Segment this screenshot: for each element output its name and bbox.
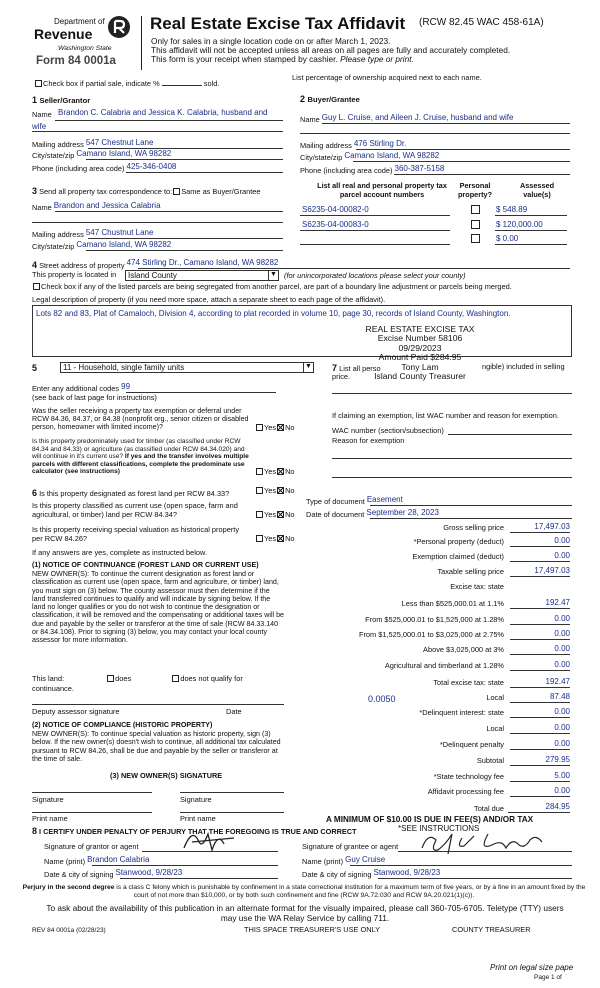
county-select-value: Island County bbox=[128, 270, 177, 280]
header-line-1: Only for sales in a single location code on or after March 1, 2023. bbox=[151, 36, 391, 46]
page-number: Page 1 of bbox=[534, 974, 562, 981]
revenue-r-icon bbox=[108, 16, 130, 38]
assessed-value-3[interactable]: $ 0.00 bbox=[496, 234, 519, 243]
notice-compliance-title: (2) NOTICE OF COMPLIANCE (HISTORIC PROPERTY) bbox=[32, 721, 213, 729]
corr-city-value[interactable]: Camano Island, WA 98282 bbox=[76, 240, 172, 249]
perjury-text: is a class C felony which is punishable by confinement in a state correctional institution for a maximum term of five years, or by a fine in an amount fixed by the court of not more than $10,000, or by both such confinement and fine (RCW 9A.72.030 and RCW 9A.20.021(1)(c)). bbox=[116, 884, 586, 900]
tax-row-label: Local bbox=[486, 693, 504, 702]
assessed-header bbox=[506, 182, 568, 200]
section-1-number: 1 bbox=[32, 95, 38, 105]
form-title: Real Estate Excise Tax Affidavit bbox=[150, 14, 406, 33]
treasurer-use-label: THIS SPACE TREASURER'S USE ONLY bbox=[244, 925, 381, 934]
same-as-buyer-label: Same as Buyer/Grantee bbox=[181, 187, 261, 196]
buyer-name-line bbox=[322, 123, 570, 124]
corr-mail-label: Mailing address bbox=[32, 230, 84, 239]
grantor-name-value[interactable]: Brandon Calabria bbox=[87, 855, 150, 864]
personal-checkbox-1[interactable] bbox=[471, 205, 480, 214]
agency-label: Revenue bbox=[34, 26, 93, 42]
owner-print-label-2: Print name bbox=[180, 814, 216, 823]
receipt-note: This form is your receipt when stamped by cashier. bbox=[151, 54, 338, 64]
tax-row-label: Subtotal bbox=[476, 756, 504, 765]
grantor-name-line bbox=[92, 865, 278, 866]
if-yes-note: If any answers are yes, complete as instructed below. bbox=[32, 548, 207, 557]
parcel-header-line-2: parcel account numbers bbox=[339, 189, 425, 199]
forest-question-text: Is this property designated as forest land per RCW 84.33? bbox=[39, 489, 230, 498]
tax-row-label: Above $3,025,000 at 3% bbox=[423, 645, 504, 654]
partial-sale-checkbox[interactable] bbox=[35, 80, 42, 87]
seller-phone-value[interactable]: 425-346-0408 bbox=[126, 162, 177, 171]
personal-header bbox=[452, 182, 498, 200]
section-6-number: 6 bbox=[32, 488, 38, 498]
yes-label: Yes bbox=[264, 467, 277, 476]
legal-description-value: Lots 82 and 83, Plat of Camaloch, Division 4, according to plat recorded in volume 10, page 30, records of Island County, Washington. bbox=[36, 309, 511, 318]
personal-property-label: List all perso bbox=[339, 364, 381, 373]
tax-row-value[interactable]: 5.00 bbox=[510, 771, 570, 782]
buyer-phone-label: Phone (including area code) bbox=[300, 166, 393, 175]
seller-name-label: Name bbox=[32, 110, 52, 119]
personal-checkbox-3[interactable] bbox=[471, 234, 480, 243]
minimum-due-note: A MINIMUM OF $10.00 IS DUE IN FEE(S) AND/OR TAX bbox=[326, 815, 534, 824]
current-use-no-checkbox[interactable] bbox=[277, 511, 284, 518]
land-label: This land: bbox=[32, 674, 65, 683]
owner-sig-line-1[interactable] bbox=[32, 792, 152, 793]
parcel-line-2 bbox=[300, 230, 450, 231]
corr-name-line-2 bbox=[32, 222, 283, 223]
wac-line bbox=[448, 434, 572, 435]
seller-name-row bbox=[32, 108, 282, 120]
no-label: No bbox=[285, 423, 295, 432]
doc-date-value[interactable]: September 28, 2023 bbox=[366, 508, 439, 517]
doc-type-label: Type of document bbox=[306, 497, 365, 506]
buyer-mail-line bbox=[356, 149, 570, 150]
doc-type-value[interactable]: Easement bbox=[366, 495, 403, 504]
certify-label: I CERTIFY UNDER PENALTY OF PERJURY THAT THE FOREGOING IS TRUE AND CORRECT bbox=[39, 827, 357, 836]
county-select[interactable] bbox=[125, 270, 279, 281]
tax-row-label: *Personal property (deduct) bbox=[413, 537, 504, 546]
corr-city-label: City/state/zip bbox=[32, 242, 75, 251]
header-divider bbox=[141, 16, 142, 70]
seller-name-value[interactable]: Brandon C. Calabria and Jessica K. Calabria, husband and bbox=[58, 108, 268, 117]
street-label: Street address of property bbox=[39, 261, 125, 270]
codes-value[interactable]: 99 bbox=[121, 382, 131, 391]
reason-label: Reason for exemption bbox=[332, 436, 405, 445]
buyer-name-line-2 bbox=[300, 133, 570, 134]
seller-heading-label: Seller/Grantor bbox=[39, 96, 91, 105]
seller-mail-value[interactable]: 547 Chestnut Lane bbox=[85, 138, 154, 147]
current-use-question: Is this property classified as current use (open space, farm and agricultural, or timber) land per RCW 84.34? bbox=[32, 501, 238, 519]
owner-sig-label-2: Signature bbox=[180, 795, 212, 804]
print-note: Please type or print. bbox=[340, 54, 414, 64]
street-value[interactable]: 474 Stirling Dr., Camano Island, WA 98282 bbox=[126, 258, 279, 267]
historic-no-checkbox[interactable] bbox=[277, 535, 284, 542]
yes-label: Yes bbox=[264, 534, 277, 543]
buyer-phone-line bbox=[394, 174, 570, 175]
exemption-question bbox=[32, 407, 257, 431]
rev-number: REV 84 0001a (02/28/23) bbox=[32, 927, 106, 934]
county-note: (for unincorporated locations please select your county) bbox=[284, 271, 466, 280]
seller-phone-line bbox=[126, 172, 283, 173]
continuance-label: continuance. bbox=[32, 684, 74, 693]
percent-field[interactable] bbox=[162, 85, 202, 86]
tax-row-value[interactable]: 192.47 bbox=[510, 598, 570, 609]
no-label: No bbox=[285, 467, 295, 476]
historic-question: Is this property receiving special valuation as historical property per RCW 84.26? bbox=[32, 525, 240, 543]
deputy-signature-line[interactable] bbox=[32, 704, 284, 705]
yes-label: Yes bbox=[264, 486, 277, 495]
forest-yes-no bbox=[255, 487, 295, 496]
buyer-mail-label: Mailing address bbox=[300, 141, 352, 150]
tax-row-label: Less than $525,000.01 at 1.1% bbox=[401, 599, 504, 608]
section-8-number: 8 bbox=[32, 826, 38, 836]
seller-mail-label: Mailing address bbox=[32, 140, 84, 149]
partial-sale-row bbox=[34, 80, 219, 89]
seller-name-line bbox=[55, 120, 283, 121]
land-use-select-value: 11 - Household, single family units bbox=[63, 362, 185, 372]
tax-row-label: From $1,525,000.01 to $3,025,000 at 2.75% bbox=[358, 630, 504, 639]
tax-row-label: Gross selling price bbox=[443, 523, 504, 532]
tax-row-value[interactable]: 0.00 bbox=[510, 536, 570, 547]
stamp-line-3: 09/29/2023 bbox=[398, 342, 442, 353]
yes-label: Yes bbox=[264, 510, 277, 519]
see-instructions-note: *SEE INSTRUCTIONS bbox=[398, 824, 480, 833]
tax-row-value[interactable]: 0.00 bbox=[510, 660, 570, 671]
revenue-logo bbox=[30, 14, 150, 72]
personal-property-label-c: ngible) included in selling bbox=[482, 362, 565, 371]
personal-property-price: price. bbox=[332, 372, 351, 381]
assessed-value-2[interactable]: $ 120,000.00 bbox=[496, 220, 543, 229]
owner-print-line-2[interactable] bbox=[180, 812, 284, 813]
continuance-body-a: NEW OWNER(S): To continue the current designation as forest land or classification as current use (open space, farm and agriculture, or timber) land, you must sign on (3) below. bbox=[32, 570, 279, 595]
tax-table bbox=[300, 522, 570, 798]
forest-yes-checkbox[interactable] bbox=[256, 487, 263, 494]
same-as-buyer-checkbox[interactable] bbox=[173, 188, 180, 195]
buyer-city-value[interactable]: Camano Island, WA 98282 bbox=[344, 151, 440, 160]
personal-header-line-1: Personal bbox=[459, 181, 491, 190]
timber-question bbox=[32, 438, 254, 476]
parcel-header bbox=[304, 182, 460, 200]
doc-type-line bbox=[370, 505, 572, 506]
perjury-bold: Perjury in the second degree bbox=[22, 884, 115, 891]
county-treasurer-label: COUNTY TREASURER bbox=[452, 925, 531, 934]
buyer-mail-value[interactable]: 476 Stirling Dr. bbox=[353, 139, 407, 148]
no-label: No bbox=[285, 534, 295, 543]
deputy-date-label: Date bbox=[226, 707, 242, 716]
continuance-body-b: The county assessor must then determine if the land transferred continues to qualify and will indicate by signing below. If the land no longer qualifies or you do not wish to continue the designation or classification, it will be removed and the compensating or additional taxes will be due and payable by the seller or transferor at the time of sale (RCW 84.33.140 or 84.34.108). Prior to signing (3) below, you may contact your local county assessor for more information. bbox=[32, 586, 284, 645]
timber-no-checkbox[interactable] bbox=[277, 468, 284, 475]
located-row bbox=[32, 271, 116, 280]
codes-label: Enter any additional codes bbox=[32, 384, 120, 393]
parcel-line-3 bbox=[300, 244, 450, 245]
exemption-yes-checkbox[interactable] bbox=[256, 424, 263, 431]
grantee-sig-label: Signature of grantee or agent bbox=[302, 842, 399, 851]
stamp-line-4: Amount Paid $284.95 bbox=[378, 352, 462, 363]
timber-yes-checkbox[interactable] bbox=[256, 468, 263, 475]
grantor-date-label: Date & city of signing bbox=[44, 870, 114, 879]
buyer-city-label: City/state/zip bbox=[300, 153, 343, 162]
personal-header-line-2: property? bbox=[457, 189, 493, 199]
no-label: No bbox=[285, 486, 295, 495]
tax-row-label: Affidavit processing fee bbox=[427, 787, 504, 796]
correspondence-row bbox=[32, 186, 261, 197]
grantor-date-value[interactable]: Stanwood, 9/28/23 bbox=[115, 868, 183, 877]
tax-row-value[interactable]: 17,497.03 bbox=[510, 566, 570, 577]
seller-name-value-2[interactable]: wife bbox=[32, 122, 47, 131]
corr-city-line bbox=[86, 250, 283, 251]
grantor-date-line bbox=[120, 878, 278, 879]
table-row bbox=[300, 219, 572, 233]
assessed-header-line-2: value(s) bbox=[523, 189, 551, 199]
tax-row-value[interactable]: 17,497.03 bbox=[510, 522, 570, 533]
tax-row-value[interactable]: 0.00 bbox=[510, 629, 570, 640]
assessed-value-1[interactable]: $ 548.89 bbox=[496, 205, 528, 214]
buyer-name-label: Name bbox=[300, 115, 320, 124]
grantee-name-value[interactable]: Guy Cruise bbox=[345, 855, 386, 864]
header-line-3 bbox=[151, 55, 414, 65]
legal-label: Legal description of property (if you need more space, attach a separate sheet to each page of the affidavit). bbox=[32, 295, 386, 304]
seller-phone-label: Phone (including area code) bbox=[32, 164, 125, 173]
buyer-heading-label: Buyer/Grantee bbox=[307, 95, 360, 104]
grantee-name-line bbox=[350, 865, 572, 866]
current-use-yes-checkbox[interactable] bbox=[256, 511, 263, 518]
total-due-label: Total due bbox=[474, 804, 504, 813]
buyer-city-line bbox=[353, 161, 570, 162]
grantee-date-value[interactable]: Stanwood, 9/28/23 bbox=[373, 868, 441, 877]
partial-sale-label: Check box if partial sale, indicate % bbox=[43, 79, 160, 88]
seller-name-line-2 bbox=[32, 131, 283, 132]
does-label: does bbox=[115, 674, 132, 683]
exemption-question-text: Was the seller receiving a property tax exemption or deferral under RCW 84.36, 84.37, or 84.38 (nonprofit org., senior citizen or disabled person, homeowner with limited income)? bbox=[32, 407, 249, 432]
located-label: This property is located in bbox=[32, 270, 117, 279]
deputy-label: Deputy assessor signature bbox=[32, 707, 120, 716]
grantee-date-label: Date & city of signing bbox=[302, 870, 372, 879]
forest-no-checkbox[interactable] bbox=[277, 487, 284, 494]
table-row bbox=[300, 233, 572, 247]
stamp-line-1: REAL ESTATE EXCISE TAX bbox=[365, 324, 475, 334]
exemption-claim-label: If claiming an exemption, list WAC number and reason for exemption. bbox=[332, 411, 559, 420]
alternate-format-note: To ask about the availability of this publication in an alternate format for the visually impaired, please call 360-705-6705. Teletype (TTY) users may use the WA Relay Service by calling 711. bbox=[46, 903, 564, 923]
parcel-number-1[interactable]: S6235-04-00082-0 bbox=[302, 205, 369, 214]
stamp-line-6: Island County Treasurer bbox=[374, 371, 466, 382]
historic-yes-no bbox=[255, 535, 295, 544]
notice-continuance-title: (1) NOTICE OF CONTINUANCE (FOREST LAND OR CURRENT USE) bbox=[32, 561, 259, 569]
street-line bbox=[138, 268, 570, 269]
assessed-line-1 bbox=[495, 215, 567, 216]
grantor-sig-row bbox=[44, 843, 139, 852]
land-use-select[interactable] bbox=[60, 362, 314, 373]
assessed-line-3 bbox=[495, 244, 567, 245]
tax-row-label: Local bbox=[486, 724, 504, 733]
does-not-checkbox[interactable] bbox=[172, 675, 179, 682]
corr-mail-value[interactable]: 547 Chustnut Lane bbox=[85, 228, 154, 237]
buyer-heading bbox=[300, 94, 360, 105]
section-3-number: 3 bbox=[32, 186, 38, 196]
parcel-number-2[interactable]: S6235-04-00083-0 bbox=[302, 220, 369, 229]
grantee-signature-mark bbox=[418, 830, 548, 859]
current-use-yes-no bbox=[255, 511, 295, 520]
stamp-line-2: Excise Number 58106 bbox=[377, 333, 463, 344]
exemption-yes-no bbox=[255, 424, 295, 433]
does-not-label: does not qualify for bbox=[180, 674, 243, 683]
grantee-name-label: Name (print) bbox=[302, 857, 344, 866]
reason-line-2 bbox=[332, 477, 572, 478]
buyer-name-value[interactable]: Guy L. Cruise, and Aileen J. Cruise, husband and wife bbox=[321, 113, 514, 122]
tax-row-label: Exemption claimed (deduct) bbox=[412, 552, 504, 561]
tax-row-value[interactable]: 192.47 bbox=[510, 677, 570, 688]
seller-city-label: City/state/zip bbox=[32, 151, 75, 160]
personal-property-line bbox=[332, 393, 572, 394]
owner-sig-label-1: Signature bbox=[32, 795, 64, 804]
corr-name-value[interactable]: Brandon and Jessica Calabria bbox=[53, 201, 161, 210]
header-line-2: This affidavit will not be accepted unless all areas on all pages are fully and accurately completed. bbox=[151, 45, 511, 55]
forest-question bbox=[32, 488, 229, 499]
grantee-date-line bbox=[378, 878, 572, 879]
segregated-checkbox[interactable] bbox=[33, 283, 40, 290]
section-7-number: 7 bbox=[332, 363, 338, 373]
tax-row-value[interactable]: 0.00 bbox=[510, 723, 570, 734]
land-qualify-row bbox=[32, 675, 243, 684]
sold-label: sold. bbox=[203, 79, 220, 88]
codes-note: (see back of last page for instructions) bbox=[32, 393, 157, 402]
chevron-down-icon[interactable]: ▼ bbox=[268, 271, 278, 280]
no-label: No bbox=[285, 510, 295, 519]
form-number: Form 84 0001a bbox=[36, 55, 116, 67]
wac-label: WAC number (section/subsection) bbox=[332, 426, 444, 435]
segregated-label: Check box if any of the listed parcels are being segregated from another parcel, are part of a boundary line adjustment or parcels being merged. bbox=[41, 282, 512, 291]
total-due-value[interactable]: 284.95 bbox=[508, 802, 570, 813]
seller-heading bbox=[32, 95, 90, 106]
yes-label: Yes bbox=[264, 423, 277, 432]
section-4-number: 4 bbox=[32, 260, 38, 270]
legal-size-note: Print on legal size pape bbox=[490, 963, 574, 972]
ownership-note: List percentage of ownership acquired next to each name. bbox=[292, 73, 482, 82]
corr-name-line bbox=[55, 211, 283, 212]
stamp-line-5: Tony Lam bbox=[401, 361, 439, 372]
tax-row-label: *State technology fee bbox=[433, 772, 504, 781]
timber-yes-no bbox=[255, 468, 295, 477]
tax-row-value[interactable]: 0.00 bbox=[510, 644, 570, 655]
does-checkbox[interactable] bbox=[107, 675, 114, 682]
seller-city-value[interactable]: Camano Island, WA 98282 bbox=[76, 149, 172, 158]
timber-question-bold: If yes and the transfer involves multiple parcels with different classifications, complete the predominate use calculator (see instructions) bbox=[32, 453, 249, 476]
parcel-line-1 bbox=[300, 215, 450, 216]
section-5-number: 5 bbox=[32, 363, 38, 373]
notice-compliance-body: NEW OWNER(S): To continue special valuation as historic property, sign (3) below. If the new owner(s) doesn't wish to continue, all additional tax calculated pursuant to RCW 84.26, shall be due and payable by the seller or transferor at the time of sale. bbox=[32, 730, 281, 763]
tax-row-label: Excise tax: state bbox=[450, 582, 504, 591]
tax-row-value[interactable]: 0.00 bbox=[510, 707, 570, 718]
notice-continuance-body bbox=[32, 570, 284, 645]
form-statute: (RCW 82.45 WAC 458-61A) bbox=[419, 17, 544, 28]
section-2-number: 2 bbox=[300, 94, 306, 104]
exemption-no-checkbox[interactable] bbox=[277, 424, 284, 431]
chevron-down-icon[interactable]: ▼ bbox=[303, 363, 313, 372]
dept-label: Department of bbox=[54, 17, 105, 26]
doc-date-label: Date of document bbox=[306, 510, 365, 519]
assessed-header-line-1: Assessed bbox=[519, 181, 555, 190]
tax-row-value[interactable]: 0.00 bbox=[510, 739, 570, 750]
tax-row-value[interactable]: 87.48 bbox=[510, 692, 570, 703]
owner-print-line-1[interactable] bbox=[32, 812, 152, 813]
tax-row-value[interactable]: 0.00 bbox=[510, 786, 570, 797]
state-label: Washington State bbox=[58, 45, 112, 52]
grantor-sig-label: Signature of grantor or agent bbox=[44, 842, 139, 851]
correspondence-label: Send all property tax correspondence to: bbox=[39, 187, 173, 196]
historic-yes-checkbox[interactable] bbox=[256, 535, 263, 542]
tax-row-value[interactable]: 0.00 bbox=[510, 614, 570, 625]
local-rate-value[interactable]: 0.0050 bbox=[368, 694, 396, 704]
parcel-header-line-1: List all real and personal property tax bbox=[317, 181, 447, 190]
wac-row bbox=[332, 427, 444, 436]
table-row bbox=[300, 204, 572, 218]
timber-question-text: Is this property predominately used for timber (as classified under RCW 84.34 and 84.33) or agriculture (as classified under RCW 84.34.020) and will continue in it's current use? bbox=[32, 438, 245, 461]
tax-row-value[interactable]: 279.95 bbox=[510, 755, 570, 766]
grantor-name-label: Name (print) bbox=[44, 857, 86, 866]
grantor-signature-mark bbox=[178, 826, 248, 857]
reason-line bbox=[332, 458, 572, 459]
tax-row-label: *Delinquent interest: state bbox=[419, 708, 504, 717]
buyer-phone-value[interactable]: 360-387-5158 bbox=[394, 164, 445, 173]
grantee-sig-row bbox=[302, 843, 398, 852]
corr-mail-line bbox=[88, 238, 283, 239]
seller-city-line bbox=[86, 159, 283, 160]
tax-row-label: Total excise tax: state bbox=[433, 678, 504, 687]
owner-sig-line-2[interactable] bbox=[180, 792, 284, 793]
tax-row-label: Taxable selling price bbox=[437, 567, 504, 576]
perjury-notice bbox=[18, 884, 590, 900]
tax-row-label: Agricultural and timberland at 1.28% bbox=[384, 661, 504, 670]
tax-row-label: *Delinquent penalty bbox=[439, 740, 504, 749]
owner-print-label-1: Print name bbox=[32, 814, 68, 823]
personal-checkbox-2[interactable] bbox=[471, 220, 480, 229]
new-owner-signature-title: (3) NEW OWNER(S) SIGNATURE bbox=[110, 771, 223, 780]
segregated-row bbox=[32, 283, 512, 292]
doc-date-line bbox=[370, 518, 572, 519]
tax-row-label: From $525,000.01 to $1,525,000 at 1.28% bbox=[365, 615, 504, 624]
assessed-line-2 bbox=[495, 230, 567, 231]
tax-row-value[interactable]: 0.00 bbox=[510, 551, 570, 562]
corr-name-label: Name bbox=[32, 203, 52, 212]
